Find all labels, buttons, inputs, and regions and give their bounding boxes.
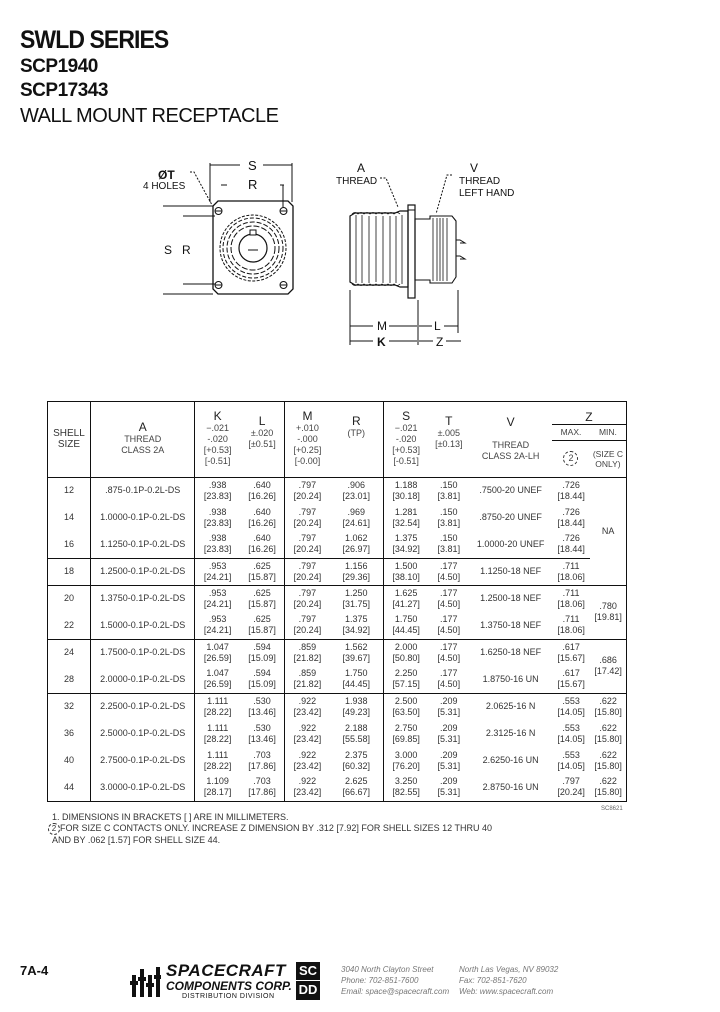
cell-s: 1.281 [32.54] — [392, 506, 420, 528]
dim-z: Z — [436, 335, 444, 349]
scdd-badge: SC DD — [296, 962, 320, 1000]
note-2-cont: AND BY .062 [1.57] FOR SHELL SIZE 44. — [52, 835, 221, 845]
company-division: DISTRIBUTION DIVISION — [182, 993, 275, 1000]
technical-drawing — [0, 0, 720, 380]
cell-a-thread: 1.5000-0.1P-0.2L-DS — [90, 612, 195, 639]
dim-r-top: R — [248, 177, 258, 192]
cell-v-thread: 1.3750-18 NEF — [480, 619, 542, 630]
cell-m: .859 [21.82] — [293, 668, 322, 690]
cell-a-thread: 3.0000-0.1P-0.2L-DS — [90, 774, 195, 801]
cell-r: 1.750 [44.45] — [330, 666, 384, 693]
cell-a-thread: 2.0000-0.1P-0.2L-DS — [90, 666, 195, 693]
cell-a-thread: 2.2500-0.1P-0.2L-DS — [90, 693, 195, 720]
cell-k: 1.111 [28.22] — [203, 749, 232, 771]
table-row — [48, 477, 627, 504]
header-t: T ±.005 [±0.13] — [428, 402, 469, 478]
v-thread-sub2: LEFT HAND — [459, 188, 515, 199]
cell-r: 1.562 [39.67] — [330, 639, 384, 666]
cell-s: 2.500 [63.50] — [383, 693, 428, 720]
table-row — [48, 612, 627, 639]
cell-m: .797 [20.24] — [285, 558, 330, 585]
cell-r: 1.938 [49.23] — [330, 693, 384, 720]
cell-m: .797 [20.24] — [293, 506, 322, 528]
header-z: Z — [552, 402, 627, 424]
cell-a-thread: 2.7500-0.1P-0.2L-DS — [90, 747, 195, 774]
cell-s: 1.375 [34.92] — [392, 533, 420, 555]
dim-r-side: R — [182, 243, 191, 257]
cell-r: 1.375 [34.92] — [330, 612, 384, 639]
cell-r: 1.250 [31.75] — [330, 585, 384, 612]
cell-z-min: .622 [15.80] — [590, 693, 626, 720]
cell-s: 1.500 [38.10] — [383, 558, 428, 585]
cell-m: .797 [20.24] — [293, 479, 322, 501]
cell-s: 2.000 [50.80] — [383, 639, 428, 666]
v-thread-label: V — [470, 161, 479, 175]
part-number-2: SCP17343 — [20, 80, 108, 101]
v-thread-sub1: THREAD — [459, 176, 501, 187]
cell-shell: 20 — [48, 585, 91, 612]
cell-r: 1.062 [26.97] — [330, 531, 384, 558]
company-logo-icon — [130, 965, 162, 997]
cell-v-thread: .7500-20 UNEF — [479, 485, 542, 496]
cell-k: 1.047 [26.59] — [203, 668, 232, 690]
cell-r: .969 [24.61] — [330, 504, 384, 531]
cell-v-thread: 1.0000-20 UNEF — [476, 538, 545, 549]
company-name-2: COMPONENTS CORP. — [166, 979, 292, 993]
note-2: 2 FOR SIZE C CONTACTS ONLY. INCREASE Z DIMENSION BY .312 [7.92] FOR SHELL SIZES 12 THRU 40 — [52, 823, 492, 835]
cell-l: .594 [15.09] — [240, 666, 285, 693]
header-a-thread: A THREAD CLASS 2A — [90, 402, 195, 478]
cell-k: .938 [23.83] — [203, 533, 232, 555]
cell-l: .703 [17.86] — [240, 747, 285, 774]
company-name: SPACECRAFT — [166, 961, 286, 980]
cell-shell: 44 — [48, 774, 91, 801]
cell-shell: 24 — [48, 639, 91, 666]
cell-k: 1.111 [28.22] — [203, 722, 232, 744]
cell-m: .797 [20.24] — [285, 585, 330, 612]
cell-shell: 18 — [48, 558, 91, 585]
table-row — [48, 639, 627, 666]
cell-k: .953 [24.21] — [203, 614, 232, 636]
cell-r: 2.188 [55.58] — [330, 720, 384, 747]
series-title: SWLD SERIES — [20, 26, 169, 54]
cell-r: 2.375 [60.32] — [330, 747, 384, 774]
cell-t: .209 [5.31] — [437, 722, 461, 744]
header-k: K −.021 -.020 [+0.53] [-0.51] — [195, 402, 240, 478]
cell-t: .209 [5.31] — [428, 774, 469, 801]
cell-v-thread: 1.1250-18 NEF — [469, 558, 552, 585]
table-row — [48, 531, 627, 558]
website-link[interactable]: Web: www.spacecraft.com — [459, 987, 554, 996]
cell-k: .938 [23.83] — [203, 506, 232, 528]
cell-z-min-group-2: .780 [19.81] — [590, 585, 626, 639]
cell-k: 1.111 [28.22] — [195, 693, 240, 720]
note-2-marker: 2 — [552, 451, 590, 466]
dim-s-side: S — [164, 243, 173, 257]
table-row — [48, 693, 627, 720]
cell-t: .209 [5.31] — [428, 693, 469, 720]
cell-r: 1.156 [29.36] — [330, 558, 384, 585]
cell-a-thread: 1.7500-0.1P-0.2L-DS — [90, 639, 195, 666]
table-row — [48, 666, 627, 693]
cell-v-thread: 2.0625-16 N — [469, 693, 552, 720]
header-v-thread: V THREAD CLASS 2A-LH — [469, 402, 552, 478]
cell-z-max: .617 [15.67] — [552, 639, 590, 666]
cell-m: .922 [23.42] — [293, 749, 322, 771]
cell-v-thread: 1.2500-18 NEF — [469, 585, 552, 612]
cell-l: .640 [16.26] — [240, 477, 285, 504]
cell-shell: 40 — [48, 747, 91, 774]
cell-k: .953 [24.21] — [195, 558, 240, 585]
cell-t: .177 [4.50] — [428, 558, 469, 585]
cell-a-thread: 1.0000-0.1P-0.2L-DS — [90, 504, 195, 531]
cell-a-thread: 1.2500-0.1P-0.2L-DS — [90, 558, 195, 585]
dim-k: K — [377, 335, 386, 349]
header-l: L ±.020 [±0.51] — [240, 402, 285, 478]
address-col-2: North Las Vegas, NV 89032 Fax: 702-851-7620 Web: www.spacecraft.com — [459, 965, 559, 996]
table-row — [48, 720, 627, 747]
cell-m: .859 [21.82] — [285, 639, 330, 666]
cell-shell: 22 — [48, 612, 91, 639]
cell-k: .938 [23.83] — [203, 479, 232, 501]
cell-k: .953 [24.21] — [195, 585, 240, 612]
cell-m: .922 [23.42] — [285, 774, 330, 801]
cell-z-max: .726 [18.44] — [557, 479, 585, 501]
cell-v-thread: 2.6250-16 UN — [482, 755, 539, 765]
cell-a-thread: .875-0.1P-0.2L-DS — [90, 477, 195, 504]
cell-a-thread: 2.5000-0.1P-0.2L-DS — [90, 720, 195, 747]
cell-m: .797 [20.24] — [293, 614, 322, 636]
cell-m: .922 [23.42] — [285, 693, 330, 720]
cell-z-max: .726 [18.44] — [557, 506, 585, 528]
notes — [52, 812, 492, 846]
cell-z-max: .617 [15.67] — [557, 668, 585, 690]
cell-z-max: .553 [14.05] — [552, 693, 590, 720]
table-row — [48, 774, 627, 801]
dimension-table — [47, 401, 627, 802]
cell-z-min-group-1: NA — [590, 477, 626, 585]
cell-r: 2.625 [66.67] — [330, 774, 384, 801]
cell-v-thread: .8750-20 UNEF — [479, 512, 542, 522]
cell-z-min: .622 [15.80] — [590, 747, 626, 774]
cell-s: 1.188 [30.18] — [392, 479, 420, 501]
drawing-code: SC8621 — [601, 806, 623, 812]
a-thread-label: A — [357, 161, 366, 175]
cell-l: .703 [17.86] — [240, 774, 285, 801]
cell-s: 2.750 [69.85] — [392, 722, 420, 744]
address-col-1: 3040 North Clayton Street Phone: 702-851-7600 Email: space@spacecraft.com — [341, 965, 450, 996]
table-row — [48, 558, 627, 585]
cell-l: .625 [15.87] — [240, 585, 285, 612]
cell-s: 2.250 [57.15] — [392, 668, 420, 690]
cell-l: .640 [16.26] — [240, 504, 285, 531]
cell-z-min: .622 [15.80] — [590, 774, 626, 801]
hole-count-label: 4 HOLES — [143, 181, 186, 192]
cell-z-min: .622 [15.80] — [590, 720, 626, 747]
cell-l: .530 [13.46] — [240, 720, 285, 747]
cell-a-thread: 1.3750-0.1P-0.2L-DS — [90, 585, 195, 612]
cell-shell: 28 — [48, 666, 91, 693]
cell-v-thread: 1.6250-18 NEF — [469, 639, 552, 666]
header-z-min-sub: (SIZE C ONLY) — [592, 448, 624, 469]
cell-v-thread: 2.3125-16 N — [485, 728, 536, 738]
cell-z-max: .711 [18.06] — [557, 614, 585, 636]
hole-dim-label: ØT — [158, 168, 175, 182]
note-1: 1. DIMENSIONS IN BRACKETS [ ] ARE IN MILLIMETERS. — [52, 812, 289, 822]
dim-s-top: S — [248, 158, 257, 173]
product-description: WALL MOUNT RECEPTACLE — [20, 105, 279, 127]
cell-shell: 12 — [48, 477, 91, 504]
cell-shell: 16 — [48, 531, 91, 558]
table-body — [48, 477, 627, 801]
cell-z-max: .797 [20.24] — [552, 774, 590, 801]
cell-t: .150 [3.81] — [437, 506, 461, 528]
table-row — [48, 585, 627, 612]
cell-t: .177 [4.50] — [428, 585, 469, 612]
cell-s: 1.750 [44.45] — [392, 614, 420, 636]
cell-s: 3.250 [82.55] — [383, 774, 428, 801]
cell-m: .922 [23.42] — [293, 722, 322, 744]
cell-shell: 36 — [48, 720, 91, 747]
cell-t: .209 [5.31] — [437, 749, 461, 771]
page-number: 7A-4 — [20, 963, 49, 978]
cell-z-max: .711 [18.06] — [552, 585, 590, 612]
cell-z-min-group-3: .686 [17.42] — [590, 639, 626, 693]
cell-l: .640 [16.26] — [240, 531, 285, 558]
cell-l: .625 [15.87] — [240, 612, 285, 639]
cell-r: .906 [23.01] — [330, 477, 384, 504]
cell-z-max: .711 [18.06] — [552, 558, 590, 585]
cell-t: .150 [3.81] — [437, 533, 461, 555]
part-number-1: SCP1940 — [20, 56, 98, 77]
table-row — [48, 747, 627, 774]
cell-a-thread: 1.1250-0.1P-0.2L-DS — [90, 531, 195, 558]
header-m: M +.010 -.000 [+0.25] [-0.00] — [285, 402, 330, 478]
cell-v-thread: 2.8750-16 UN — [469, 774, 552, 801]
cell-shell: 14 — [48, 504, 91, 531]
cell-v-thread: 1.8750-16 UN — [482, 673, 539, 684]
cell-z-max: .553 [14.05] — [557, 749, 585, 771]
cell-m: .797 [20.24] — [293, 533, 322, 555]
cell-shell: 32 — [48, 693, 91, 720]
a-thread-sub: THREAD — [336, 176, 378, 187]
dim-l: L — [434, 319, 441, 333]
cell-k: 1.109 [28.17] — [195, 774, 240, 801]
cell-t: .177 [4.50] — [437, 668, 461, 690]
cell-t: .177 [4.50] — [437, 614, 461, 636]
dim-m: M — [377, 319, 387, 333]
table-row — [48, 504, 627, 531]
cell-l: .625 [15.87] — [240, 558, 285, 585]
cell-t: .177 [4.50] — [428, 639, 469, 666]
header-s: S −.021 -.020 [+0.53] [-0.51] — [383, 402, 428, 478]
cell-l: .530 [13.46] — [240, 693, 285, 720]
header-r: R (TP) — [330, 402, 384, 478]
cell-t: .150 [3.81] — [437, 479, 461, 501]
cell-z-max: .553 [14.05] — [557, 722, 585, 744]
header-shell-size: SHELL SIZE — [48, 402, 91, 478]
cell-k: 1.047 [26.59] — [195, 639, 240, 666]
cell-s: 3.000 [76.20] — [392, 749, 420, 771]
header-z-min: MIN. — [598, 426, 617, 437]
header-z-max: MAX. — [560, 426, 582, 437]
cell-z-max: .726 [18.44] — [557, 533, 585, 555]
cell-s: 1.625 [41.27] — [383, 585, 428, 612]
cell-l: .594 [15.09] — [240, 639, 285, 666]
